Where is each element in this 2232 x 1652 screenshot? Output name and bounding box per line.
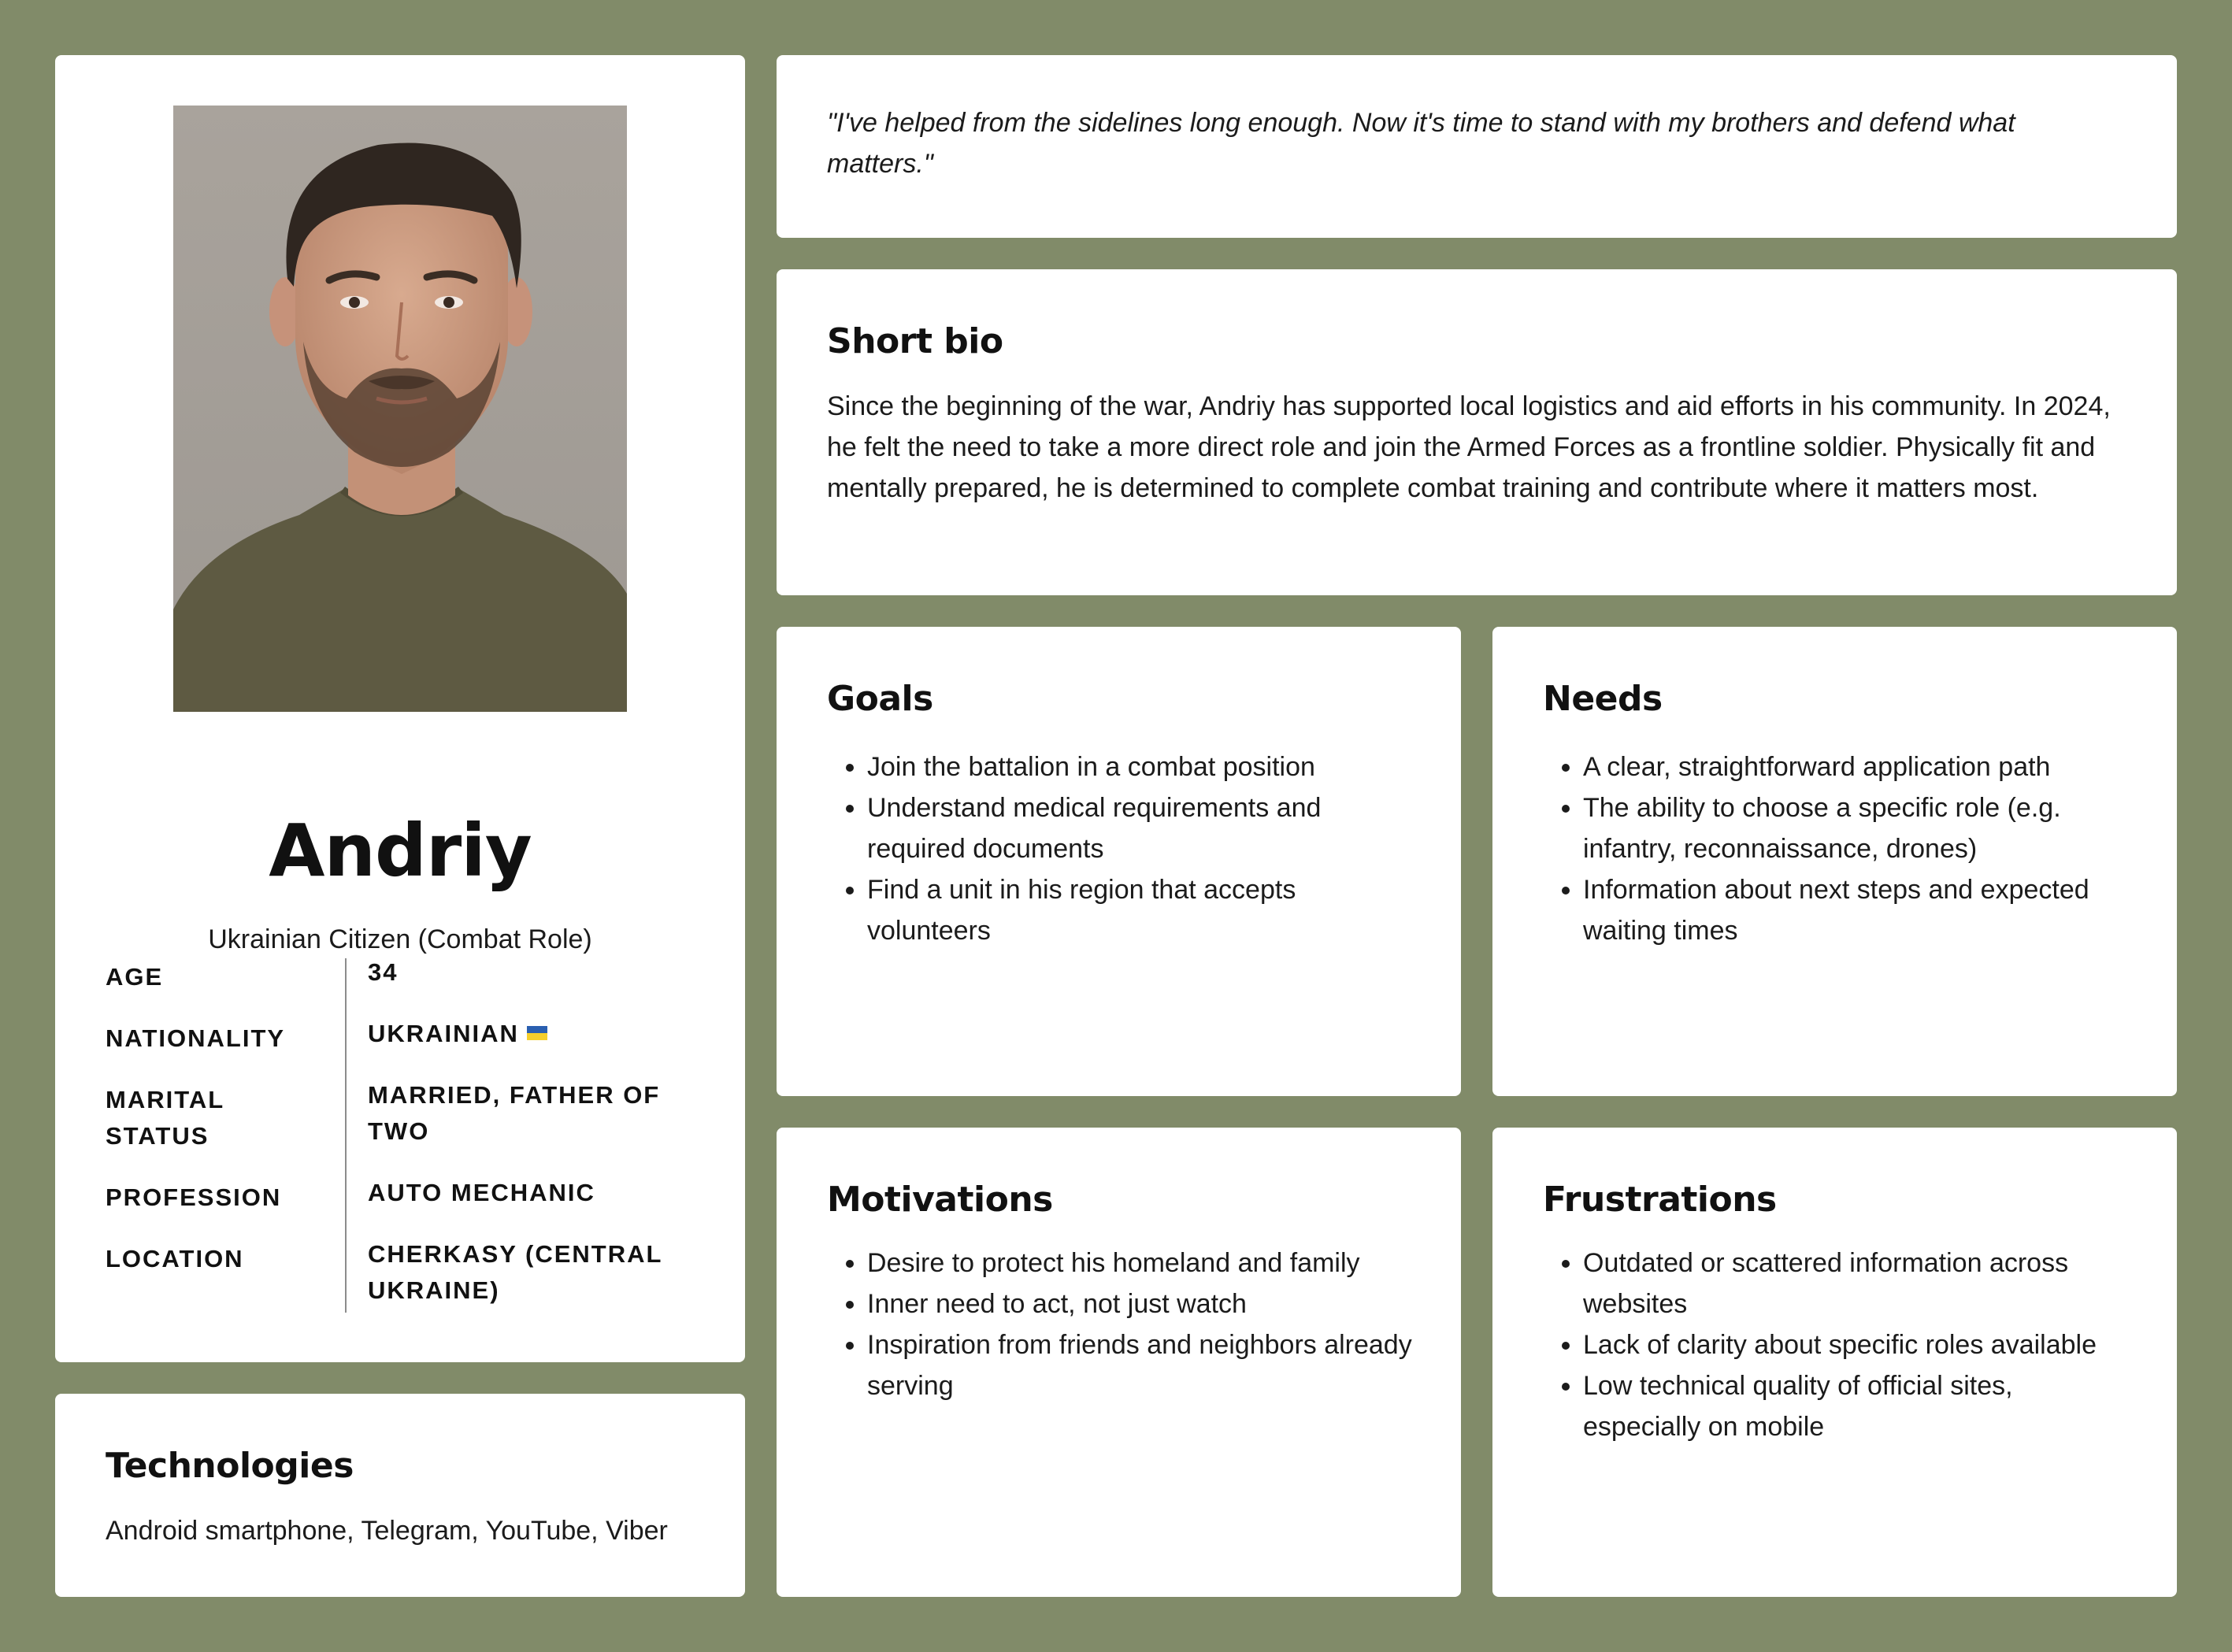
list-item: • Information about next steps and expected waiting times (1583, 869, 2137, 951)
quote-card (777, 55, 2177, 238)
list-item: • Find a unit in his region that accepts volunteers (867, 869, 1422, 951)
attribute-label: MARITAL STATUS (106, 1086, 224, 1150)
attribute-value: MARRIED, FATHER OF TWO (368, 1081, 661, 1145)
attribute-value-wrap (368, 1016, 699, 1052)
ukraine-flag-icon (527, 1026, 547, 1040)
needs-heading: Needs (1543, 679, 1663, 719)
goals-heading: Goals (827, 679, 933, 719)
person-name: Andriy (269, 809, 532, 893)
goals-list (827, 746, 1422, 951)
attribute-value: 34 (368, 958, 399, 986)
person-role: Ukrainian Citizen (Combat Role) (208, 924, 592, 954)
short-bio-text: Since the beginning of the war, Andriy has supported local logistics and aid efforts in his community. In 2024, he felt the need to take a more direct role and join the Armed Forces as a frontline soldier. Physically fit and mentally prepared, he is determined to complete combat training and contribute where it matters most. (827, 391, 2111, 503)
profile-card (55, 55, 745, 1362)
list-item: • Desire to protect his homeland and family (867, 1243, 1422, 1283)
list-item: • Outdated or scattered information across websites (1583, 1243, 2137, 1324)
technologies-card (55, 1394, 745, 1597)
short-bio-card (777, 269, 2177, 595)
technologies-heading: Technologies (106, 1446, 354, 1486)
list-item: • A clear, straightforward application path (1583, 746, 2137, 787)
list-item: • Join the battalion in a combat position (867, 746, 1422, 787)
motivations-list (827, 1243, 1422, 1406)
list-item: • Understand medical requirements and required documents (867, 787, 1422, 869)
attribute-label: LOCATION (106, 1245, 244, 1272)
attribute-value: AUTO MECHANIC (368, 1179, 595, 1206)
list-item: • Low technical quality of official sites, especially on mobile (1583, 1365, 2137, 1447)
motivations-card (777, 1128, 1461, 1597)
persona-quote: "I've helped from the sidelines long enough. Now it's time to stand with my brothers and defend what matters." (827, 108, 2015, 179)
frustrations-heading: Frustrations (1543, 1180, 1777, 1220)
list-item: • Inner need to act, not just watch (867, 1283, 1422, 1324)
portrait-photo (173, 106, 627, 712)
frustrations-card (1492, 1128, 2177, 1597)
attribute-value: UKRAINIAN (368, 1020, 519, 1047)
technologies-text: Android smartphone, Telegram, YouTube, Viber (106, 1516, 668, 1546)
attributes-divider (345, 958, 347, 1313)
short-bio-heading: Short bio (827, 321, 1003, 361)
needs-card (1492, 627, 2177, 1096)
attribute-value: CHERKASY (CENTRAL UKRAINE) (368, 1240, 662, 1304)
attribute-label: NATIONALITY (106, 1024, 286, 1052)
list-item: • Lack of clarity about specific roles available (1583, 1324, 2137, 1365)
frustrations-list (1543, 1243, 2137, 1447)
goals-card (777, 627, 1461, 1096)
attribute-label: PROFESSION (106, 1183, 282, 1211)
attribute-label: AGE (106, 963, 164, 991)
list-item: • Inspiration from friends and neighbors already serving (867, 1324, 1422, 1406)
motivations-heading: Motivations (827, 1180, 1053, 1220)
needs-list (1543, 746, 2137, 951)
list-item: • The ability to choose a specific role (e.g. infantry, reconnaissance, drones) (1583, 787, 2137, 869)
